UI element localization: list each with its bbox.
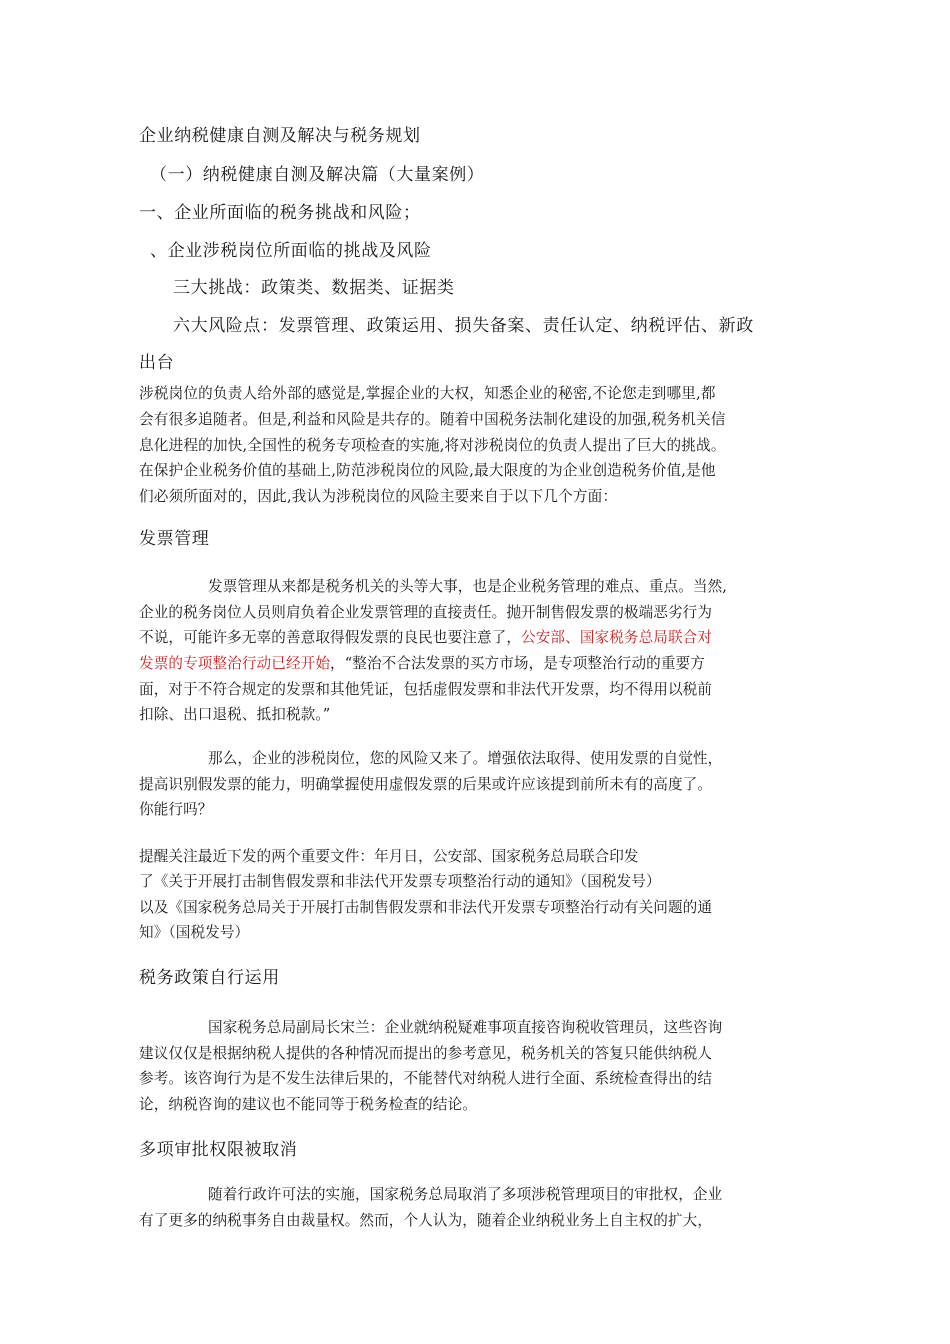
paragraph-line: 参考。该咨询行为是不发生法律后果的，不能替代对纳税人进行全面、系统检查得出的结 <box>139 1070 713 1087</box>
document-title: 企业纳税健康自测及解决与税务规划 <box>139 126 421 146</box>
paragraph-line: 发票管理从来都是税务机关的头等大事，也是企业税务管理的难点、重点。当然, <box>208 578 728 595</box>
heading-approval-cancelled: 多项审批权限被取消 <box>139 1140 298 1160</box>
paragraph-line: 了《关于开展打击制售假发票和非法代开发票专项整治行动的通知》（国税发号） <box>139 873 661 890</box>
paragraph-line: 息化进程的加快,全国性的税务专项检查的实施,将对涉税岗位的负责人提出了巨大的挑战。 <box>139 437 726 454</box>
paragraph-line: 企业的税务岗位人员则肩负着企业发票管理的直接责任。抛开制售假发票的极端恶劣行为 <box>139 604 713 621</box>
paragraph-line: 扣除、出口退税、抵扣税款。” <box>139 706 331 723</box>
risks-line-1: 六大风险点：发票管理、政策运用、损失备案、责任认定、纳税评估、新政 <box>173 316 754 336</box>
paragraph-line: 在保护企业税务价值的基础上,防范涉税岗位的风险,最大限度的为企业创造税务价值,是他 <box>139 462 716 479</box>
challenges-line: 三大挑战：政策类、数据类、证据类 <box>173 278 455 298</box>
document-subtitle: （一）纳税健康自测及解决篇（大量案例） <box>150 165 485 185</box>
paragraph-line: 论，纳税咨询的建议也不能同等于税务检查的结论。 <box>139 1096 477 1113</box>
paragraph-line: 建议仅仅是根据纳税人提供的各种情况而提出的参考意见，税务机关的答复只能供纳税人 <box>139 1045 713 1062</box>
text-run: ，“整治不合法发票的买方市场，是专项整治行动的重要方 <box>330 655 705 672</box>
highlighted-text: 发票的专项整治行动已经开始 <box>139 655 331 672</box>
text-run: 不说，可能许多无辜的善意取得假发票的良民也要注意了， <box>139 629 522 646</box>
paragraph-line <box>139 626 712 647</box>
heading-invoice-management: 发票管理 <box>139 529 210 549</box>
paragraph-line: 面，对于不符合规定的发票和其他凭证，包括虚假发票和非法代开发票，均不得用以税前 <box>139 681 713 698</box>
paragraph-line: 知》（国税发号） <box>139 924 250 941</box>
paragraph-line: 会有很多追随者。但是,利益和风险是共存的。随着中国税务法制化建设的加强,税务机关信 <box>139 411 726 428</box>
paragraph-line: 涉税岗位的负责人给外部的感觉是,掌握企业的大权，知悉企业的秘密,不论您走到哪里,都 <box>139 385 716 402</box>
paragraph-line: 们必须所面对的，因此,我认为涉税岗位的风险主要来自于以下几个方面： <box>139 488 618 505</box>
paragraph-line: 你能行吗？ <box>139 801 213 818</box>
paragraph-line: 有了更多的纳税事务自由裁量权。然而，个人认为，随着企业纳税业务上自主权的扩大， <box>139 1212 713 1229</box>
paragraph-line: 以及《国家税务总局关于开展打击制售假发票和非法代开发票专项整治行动有关问题的通 <box>139 899 713 916</box>
paragraph-line: 提醒关注最近下发的两个重要文件：年月日，公安部、国家税务总局联合印发 <box>139 848 639 865</box>
paragraph-line: 随着行政许可法的实施，国家税务总局取消了多项涉税管理项目的审批权，企业 <box>208 1186 723 1203</box>
heading-tax-policy: 税务政策自行运用 <box>139 968 280 988</box>
paragraph-line: 那么，企业的涉税岗位，您的风险又来了。增强依法取得、使用发票的自觉性， <box>208 750 723 767</box>
highlighted-text: 公安部、国家税务总局联合对 <box>521 629 713 646</box>
risks-line-2: 出台 <box>139 353 175 373</box>
paragraph-line: 提高识别假发票的能力，明确掌握使用虚假发票的后果或许应该提到前所未有的高度了。 <box>139 776 713 793</box>
paragraph-line: 国家税务总局副局长宋兰：企业就纳税疑难事项直接咨询税收管理员，这些咨询 <box>208 1019 723 1036</box>
paragraph-line <box>139 652 705 673</box>
section-heading-1: 一、企业所面临的税务挑战和风险； <box>139 203 421 223</box>
section-subheading: 、企业涉税岗位所面临的挑战及风险 <box>150 241 432 261</box>
